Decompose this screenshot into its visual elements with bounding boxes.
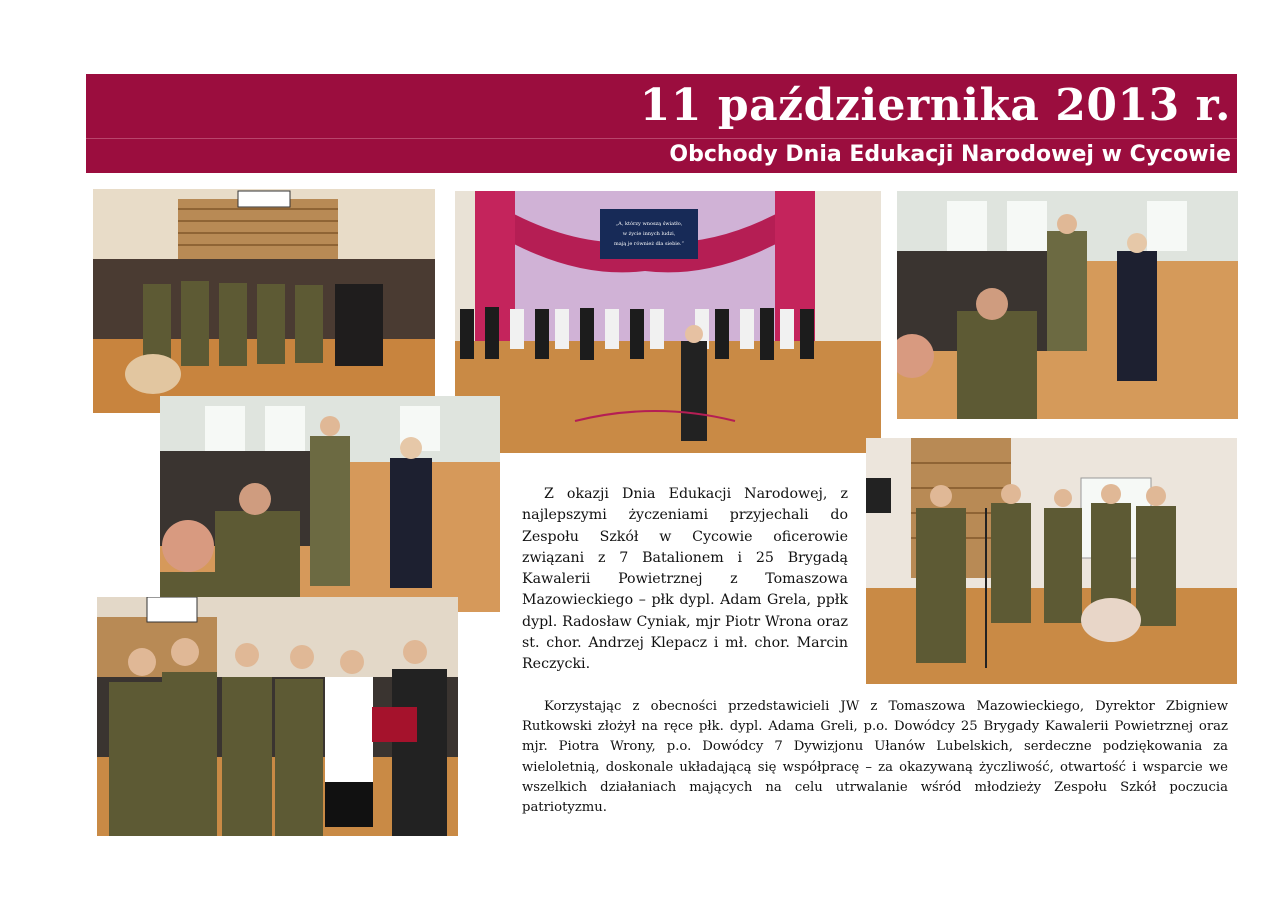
photo-officers-standing-microphone — [866, 438, 1237, 684]
photo-officers-flowers-presentation — [97, 597, 458, 836]
header-banner — [86, 74, 1237, 173]
photo-audience-officers-seated — [93, 189, 435, 413]
article-paragraph-2: Korzystając z obecności przedstawicieli JW z Tomaszowa Mazowieckiego, Dyrektor Zbigniew Rutkowski złożył na ręce płk. dypl. Adama Greli, p.o. Dowódcy 25 Brygady Kawalerii Powietrznej oraz mjr. Piotra Wrony, p.o. Dowódcy 7 Dywizjonu Ułanów Lubelskich, serdeczne podziękowania za wieloletnią, doskonale układającą się współpracę – za okazywaną życzliwość, otwartość i wsparcie we wszelkich działaniach mających na celu utrwalanie wśród młodzieży Zespołu Szkół poczucia patriotyzmu. — [522, 699, 1228, 816]
page-subtitle: Obchody Dnia Edukacji Narodowej w Cycowie — [669, 142, 1231, 167]
photo-handshake-award-left — [160, 396, 500, 612]
svg-text:mają je również dla siebie.”: mają je również dla siebie.” — [613, 241, 685, 247]
svg-text:w życie innych ludzi,: w życie innych ludzi, — [622, 231, 676, 237]
photo-handshake-award-right — [897, 191, 1238, 419]
page-title: 11 października 2013 r. — [639, 80, 1231, 131]
article-paragraph-1: Z okazji Dnia Edukacji Narodowej, z najlepszymi życzeniami przyjechali do Zespołu Szkół w Cycowie oficerowie związani z 7 Batalionem i 25 Brygadą Kawalerii Powietrznej z Tomaszowa Mazowieckiego – płk dypl. Adam Grela, ppłk dypl. Radosław Cyniak, mjr Piotr Wrona oraz st. chor. Andrzej Klepacz i mł. chor. Marcin Reczycki. — [522, 486, 848, 673]
photo-stage-choir-speech — [455, 191, 881, 453]
stage-banner-text: „A, którzy wnoszą światło, — [615, 221, 683, 227]
banner-divider — [86, 138, 1237, 139]
